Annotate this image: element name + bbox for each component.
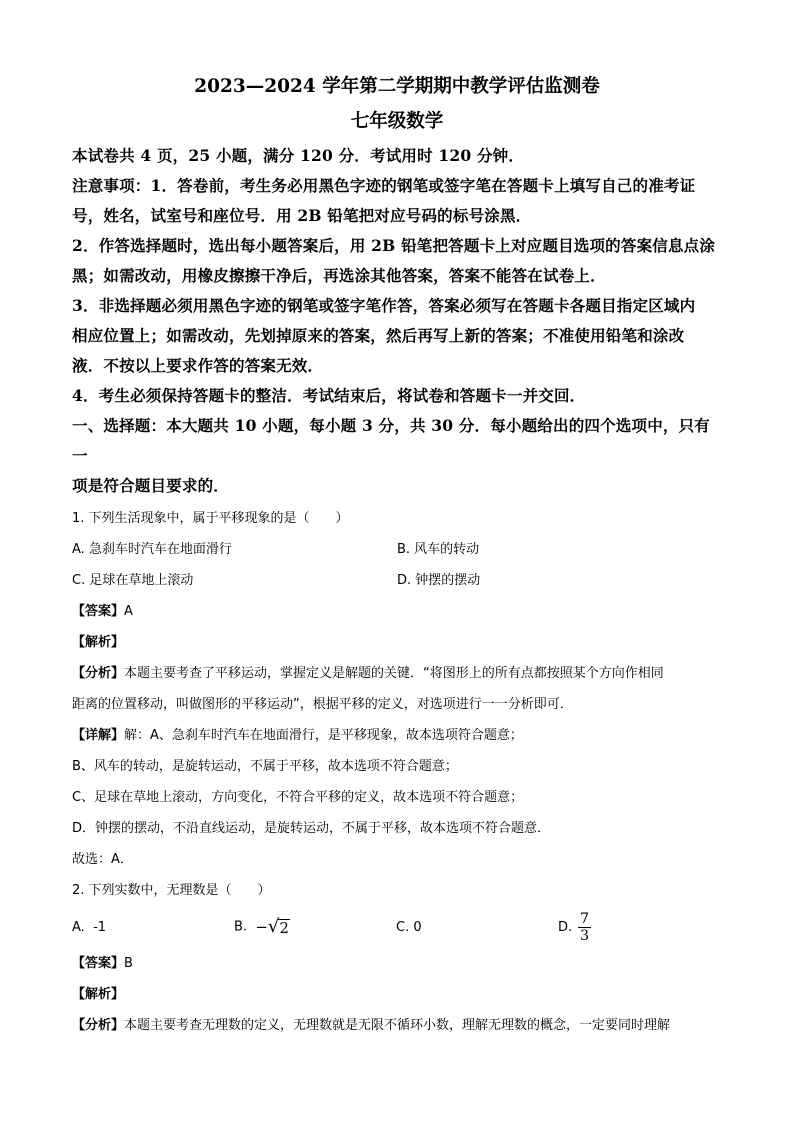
question-2-stem: 2. 下列实数中，无理数是（ ） — [72, 883, 271, 898]
question-1-detail-b: B、风车的转动，是旋转运动，不属于平移，故本选项不符合题意； — [72, 759, 458, 774]
question-2-option-c: C. 0 — [396, 919, 422, 935]
section-1-heading-line-2: 项是符合题目要求的． — [72, 476, 230, 495]
answer-value: B — [124, 956, 133, 971]
instructions-note-4: 4．考生必须保持答题卡的整洁．考试结束后，将试卷和答题卡一并交回． — [72, 386, 586, 405]
question-1-stem: 1. 下列生活现象中，属于平移现象的是（ ） — [72, 511, 349, 526]
radical-sign: √ — [267, 916, 280, 937]
page-title: 2023—2024 学年第二学期期中教学评估监测卷 — [194, 76, 600, 97]
fraction-seven-thirds — [578, 911, 591, 944]
instructions-overview: 本试卷共 4 页，25 小题，满分 120 分．考试用时 120 分钟． — [72, 146, 525, 165]
explain-tag: 【解析】 — [72, 635, 125, 650]
fraction-numerator: 7 — [580, 910, 590, 927]
instructions-note-3-line-2: 相应位置上；如需改动，先划掉原来的答案，然后再写上新的答案；不准使用铅笔和涂改 — [72, 326, 685, 345]
radicand: 2 — [279, 919, 289, 937]
question-1-explain-heading — [72, 627, 722, 658]
question-1-detail-d: D．钟摆的摆动，不沿直线运动，是旋转运动，不属于平移，故本选项不符合题意． — [72, 821, 551, 836]
detail-tag: 【详解】 — [72, 728, 125, 743]
explain-tag: 【解析】 — [72, 987, 125, 1002]
instructions-note-3-line-1: 3．非选择题必须用黑色字迹的钢笔或签字笔作答，答案必须写在答题卡各题目指定区域内 — [72, 296, 696, 315]
question-1-option-a: A. 急刹车时汽车在地面滑行 — [72, 542, 232, 557]
question-2-explain-heading — [72, 979, 722, 1010]
option-a-value: -1 — [93, 919, 107, 935]
question-2-option-a — [72, 920, 234, 935]
question-1-options — [72, 534, 722, 596]
analysis-tag: 【分析】 — [72, 666, 125, 681]
question-1-detail-a — [72, 720, 722, 751]
minus-sign: − — [255, 918, 268, 936]
question-1-conclusion: 故选：A． — [72, 852, 133, 867]
option-a-label: A. — [72, 919, 85, 935]
answer-tag: 【答案】 — [72, 604, 125, 619]
question-1-option-b: B. 风车的转动 — [397, 542, 480, 557]
page-subtitle: 七年级数学 — [350, 111, 444, 132]
question-1-detail-c: C、足球在草地上滚动，方向变化，不符合平移的定义，故本选项不符合题意； — [72, 790, 524, 805]
option-d-label: D. — [558, 919, 573, 935]
answer-tag: 【答案】 — [72, 956, 125, 971]
question-1-option-d: D. 钟摆的摆动 — [397, 573, 481, 588]
instructions — [72, 141, 722, 411]
question-1 — [72, 503, 722, 875]
section-1-heading — [72, 411, 722, 501]
analysis-text: 本题主要考查了平移运动，掌握定义是解题的关键．“将图形上的所有点都按照某个方向作相同 — [124, 666, 664, 681]
question-1-answer — [72, 596, 722, 627]
analysis-text: 本题主要考查无理数的定义，无理数就是无限不循环小数，理解无理数的概念，一定要同时理解 — [124, 1018, 671, 1033]
question-2-options — [72, 906, 722, 948]
question-1-option-c: C. 足球在草地上滚动 — [72, 573, 194, 588]
negative-sqrt-two — [255, 918, 290, 936]
question-2-answer — [72, 948, 722, 979]
question-2-analysis-line-1 — [72, 1010, 722, 1041]
question-2-option-b — [234, 918, 396, 936]
instructions-note-2-line-1: 2．作答选择题时，选出每小题答案后，用 2B 铅笔把答题卡上对应题目选项的答案信息点涂 — [72, 236, 716, 255]
question-2 — [72, 875, 722, 1041]
answer-value: A — [124, 604, 133, 619]
question-2-option-d — [558, 911, 718, 944]
analysis-tag: 【分析】 — [72, 1018, 125, 1033]
question-1-analysis-line-1 — [72, 658, 722, 689]
instructions-note-1-line-2: 号，姓名，试室号和座位号．用 2B 铅笔把对应号码的标号涂黑． — [72, 206, 532, 225]
question-1-analysis-line-2: 距离的位置移动，叫做图形的平移运动”，根据平移的定义，对选项进行一一分析即可． — [72, 697, 573, 712]
section-1-heading-line-1: 一、选择题：本大题共 10 小题，每小题 3 分，共 30 分．每小题给出的四个选项中，只有一 — [72, 416, 711, 465]
instructions-note-2-line-2: 黑；如需改动，用橡皮擦擦干净后，再选涂其他答案，答案不能答在试卷上． — [72, 266, 606, 285]
fraction-denominator: 3 — [580, 927, 590, 944]
instructions-note-3-line-3: 液．不按以上要求作答的答案无效． — [72, 356, 324, 375]
instructions-note-1-line-1: 注意事项：1．答卷前，考生务必用黑色字迹的钢笔或签字笔在答题卡上填写自己的准考证 — [72, 176, 696, 195]
detail-text: 解：A、急刹车时汽车在地面滑行，是平移现象，故本选项符合题意； — [124, 728, 523, 743]
option-b-label: B. — [234, 919, 248, 935]
